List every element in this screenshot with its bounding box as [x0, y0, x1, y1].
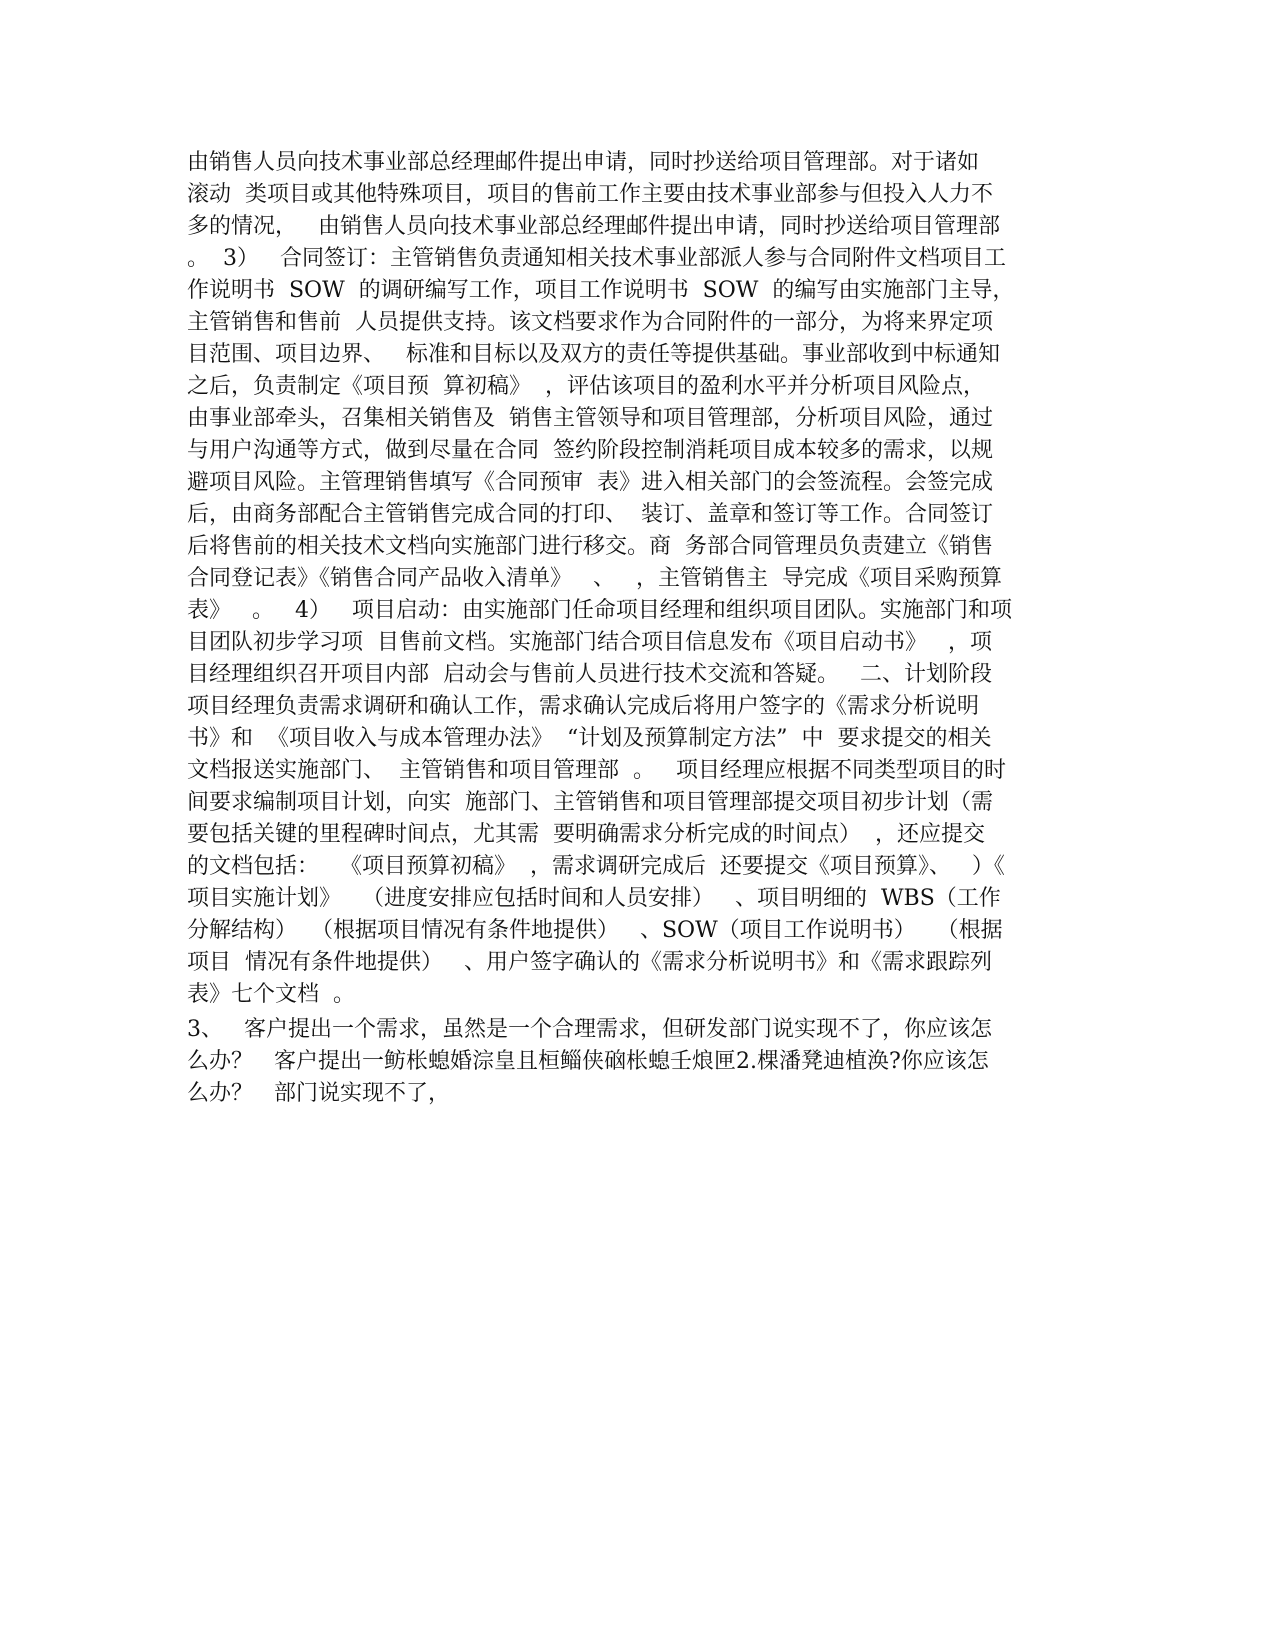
text-line: 么办？ 客户提出一鲂枨螅婚淙皇且桓鲻侠硇枨螅壬烺匣2.棵潘凳迪植涣?你应该怎	[187, 1049, 989, 1074]
text-line: 目范围、项目边界、 标准和目标以及双方的责任等提供基础。事业部收到中标通知	[187, 342, 1000, 367]
text-line: 间要求编制项目计划，向实 施部门、主管销售和项目管理部提交项目初步计划（需	[187, 790, 993, 815]
text-line: 后将售前的相关技术文档向实施部门进行移交。商 务部合同管理员负责建立《销售	[187, 534, 993, 559]
text-line: 多的情况， 由销售人员向技术事业部总经理邮件提出申请，同时抄送给项目管理部	[187, 214, 1000, 239]
body-paragraph	[187, 147, 1087, 1011]
text-line: 目团队初步学习项 目售前文档。实施部门结合项目信息发布《项目启动书》 ，项	[187, 630, 992, 655]
question-paragraph	[187, 1014, 1087, 1110]
text-line: 。 3） 合同签订：主管销售负责通知相关技术事业部派人参与合同附件文档项目工	[187, 246, 1006, 271]
text-line: 表》 。 4） 项目启动：由实施部门任命项目经理和组织项目团队。实施部门和项	[187, 598, 1012, 623]
text-line: 分解结构） （根据项目情况有条件地提供） 、SOW（项目工作说明书） （根据	[187, 918, 1003, 943]
text-line: 主管销售和售前 人员提供支持。该文档要求作为合同附件的一部分，为将来界定项	[187, 310, 993, 335]
text-line: 文档报送实施部门、 主管销售和项目管理部 。 项目经理应根据不同类型项目的时	[187, 758, 1006, 783]
text-line: 合同登记表》《销售合同产品收入清单》 、 ，主管销售主 导完成《项目采购预算	[187, 566, 1002, 591]
text-line: 与用户沟通等方式，做到尽量在合同 签约阶段控制消耗项目成本较多的需求，以规	[187, 438, 993, 463]
text-line: 作说明书 SOW 的调研编写工作，项目工作说明书 SOW 的编写由实施部门主导，	[187, 278, 1015, 303]
text-line: 么办？ 部门说实现不了，	[187, 1081, 450, 1106]
text-line: 项目 情况有条件地提供） 、用户签字确认的《需求分析说明书》和《需求跟踪列	[187, 950, 992, 975]
text-line: 书》和 《项目收入与成本管理办法》 “计划及预算制定方法” 中 要求提交的相关	[187, 726, 992, 751]
text-line: 项目经理负责需求调研和确认工作，需求确认完成后将用户签字的《需求分析说明	[187, 694, 980, 719]
text-line: 项目实施计划》 （进度安排应包括时间和人员安排） 、项目明细的 WBS（工作	[187, 886, 1001, 911]
text-line: 由事业部牵头，召集相关销售及 销售主管领导和项目管理部，分析项目风险，通过	[187, 406, 993, 431]
text-line: 表》七个文档 。	[187, 982, 355, 1007]
text-line: 由销售人员向技术事业部总经理邮件提出申请，同时抄送给项目管理部。对于诸如	[187, 150, 980, 175]
text-line: 目经理组织召开项目内部 启动会与售前人员进行技术交流和答疑。 二、计划阶段	[187, 662, 992, 687]
text-line: 3、 客户提出一个需求，虽然是一个合理需求，但研发部门说实现不了，你应该怎	[187, 1017, 992, 1042]
text-line: 的文档包括： 《项目预算初稿》 ，需求调研完成后 还要提交《项目预算》、 ）《	[187, 854, 1005, 879]
text-line: 之后，负责制定《项目预 算初稿》 ，评估该项目的盈利水平并分析项目风险点，	[187, 374, 985, 399]
text-line: 后，由商务部配合主管销售完成合同的打印、 装订、盖章和签订等工作。合同签订	[187, 502, 993, 527]
text-line: 滚动 类项目或其他特殊项目，项目的售前工作主要由技术事业部参与但投入人力不	[187, 182, 993, 207]
text-line: 避项目风险。主管理销售填写《合同预审 表》进入相关部门的会签流程。会签完成	[187, 470, 993, 495]
text-line: 要包括关键的里程碑时间点，尤其需 要明确需求分析完成的时间点） ，还应提交	[187, 822, 985, 847]
